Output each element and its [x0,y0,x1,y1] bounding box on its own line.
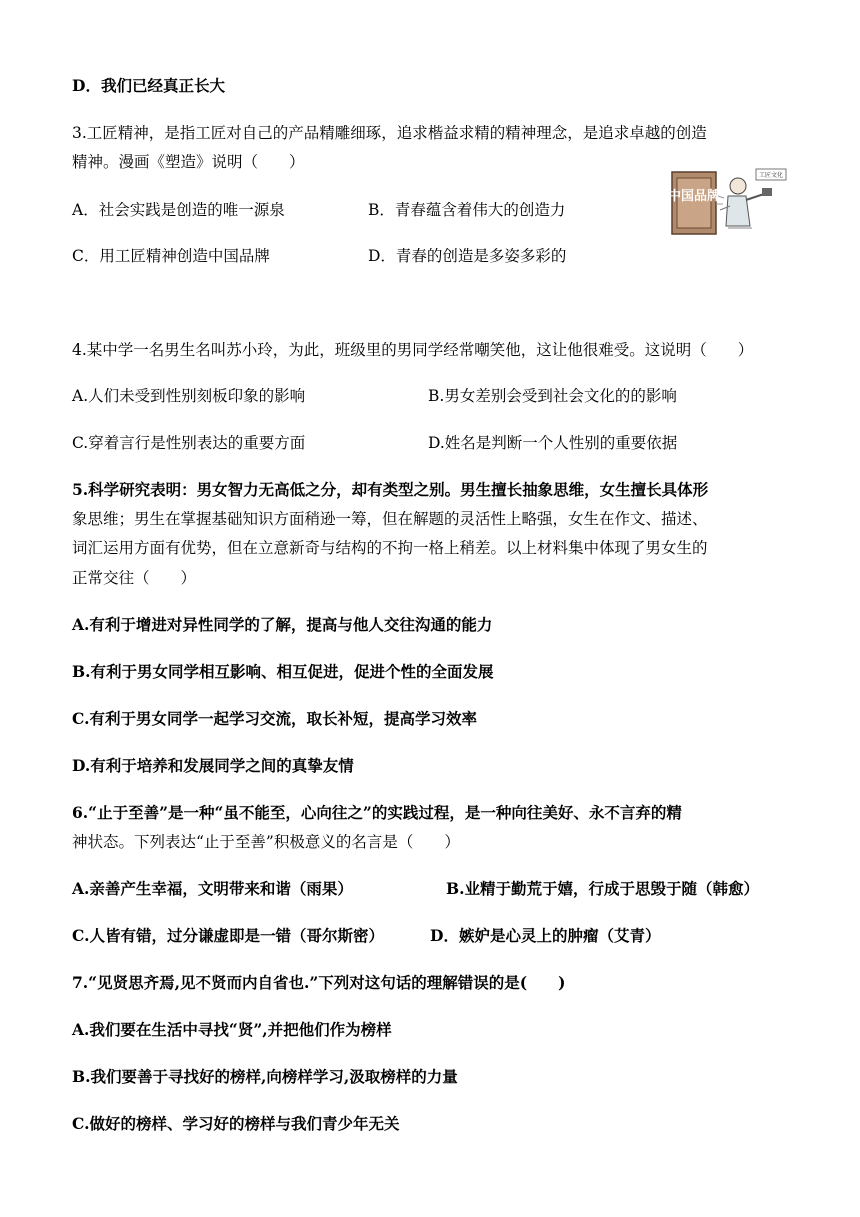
q5-option-d: D.有利于培养和发展同学之间的真挚友情 [72,756,354,775]
q6-option-b: B.业精于勤荒于嬉，行成于思毁于随（韩愈） [446,879,759,898]
cartoon-tag: 工匠文化 [758,172,784,179]
q3-stem-line2: 精神。漫画《塑造》说明（ ） [72,153,305,171]
q3-stem-line1: 3.工匠精神，是指工匠对自己的产品精雕细琢，追求楷益求精的精神理念，是追求卓越的创造 [72,124,707,142]
q7-option-b: B.我们要善于寻找好的榜样,向榜样学习,汲取榜样的力量 [72,1067,458,1086]
q3-option-d: D．青春的创造是多姿多彩的 [368,247,567,265]
q4-option-b: B.男女差别会受到社会文化的的影响 [428,387,677,405]
q5-option-b: B.有利于男女同学相互影响、相互促进，促进个性的全面发展 [72,662,494,681]
q3-option-a: A．社会实践是创造的唯一源泉 [72,201,285,219]
q2-option-d: D．我们已经真正长大 [72,76,225,95]
q6-stem-line1: 6.“止于至善”是一种“虽不能至，心向往之”的实践过程，是一种向往美好、永不言弃的精 [72,803,682,822]
q5-stem-line1: 5.科学研究表明：男女智力无高低之分，却有类型之别。男生擅长抽象思维，女生擅长具体形 [72,480,709,499]
q4-option-a: A.人们未受到性别刻板印象的影响 [72,387,306,405]
q3-option-c: C．用工匠精神创造中国品牌 [72,247,270,265]
q5-option-c: C.有利于男女同学一起学习交流，取长补短，提高学习效率 [72,709,477,728]
q7-option-c: C.做好的榜样、学习好的榜样与我们青少年无关 [72,1114,400,1133]
q6-stem-line2: 神状态。下列表达“止于至善”积极意义的名言是（ ） [72,833,460,851]
q5-stem-line4: 正常交往（ ） [72,569,197,587]
q4-option-c: C.穿着言行是性别表达的重要方面 [72,434,306,452]
q6-option-c: C.人皆有错，过分谦虚即是一错（哥尔斯密） [72,926,384,945]
q7-option-a: A.我们要在生活中寻找“贤”,并把他们作为榜样 [72,1020,392,1039]
q4-stem: 4.某中学一名男生名叫苏小玲，为此，班级里的男同学经常嘲笑他，这让他很难受。这说明（ ） [72,341,754,359]
q5-stem-line3: 词汇运用方面有优势，但在立意新奇与结构的不拘一格上稍差。以上材料集中体现了男女生的 [72,539,708,557]
q4-option-d: D.姓名是判断一个人性别的重要依据 [428,434,678,452]
cartoon-sign-top: 中国品牌 [668,189,721,204]
q5-option-a: A.有利于增进对异性同学的了解，提高与他人交往沟通的能力 [72,615,493,634]
q5-stem-line2: 象思维；男生在掌握基础知识方面稍逊一筹，但在解题的灵活性上略强，女生在作文、描述、 [72,510,708,528]
q3-option-b: B．青春蕴含着伟大的创造力 [368,201,566,219]
q3-cartoon-image [668,166,790,238]
q7-stem: 7.“见贤思齐焉,见不贤而内自省也.”下列对这句话的理解错误的是( ) [72,973,566,992]
q6-option-d: D．嫉妒是心灵上的肿瘤（艾青） [430,926,661,945]
q6-option-a: A.亲善产生幸福，文明带来和谐（雨果） [72,879,353,898]
